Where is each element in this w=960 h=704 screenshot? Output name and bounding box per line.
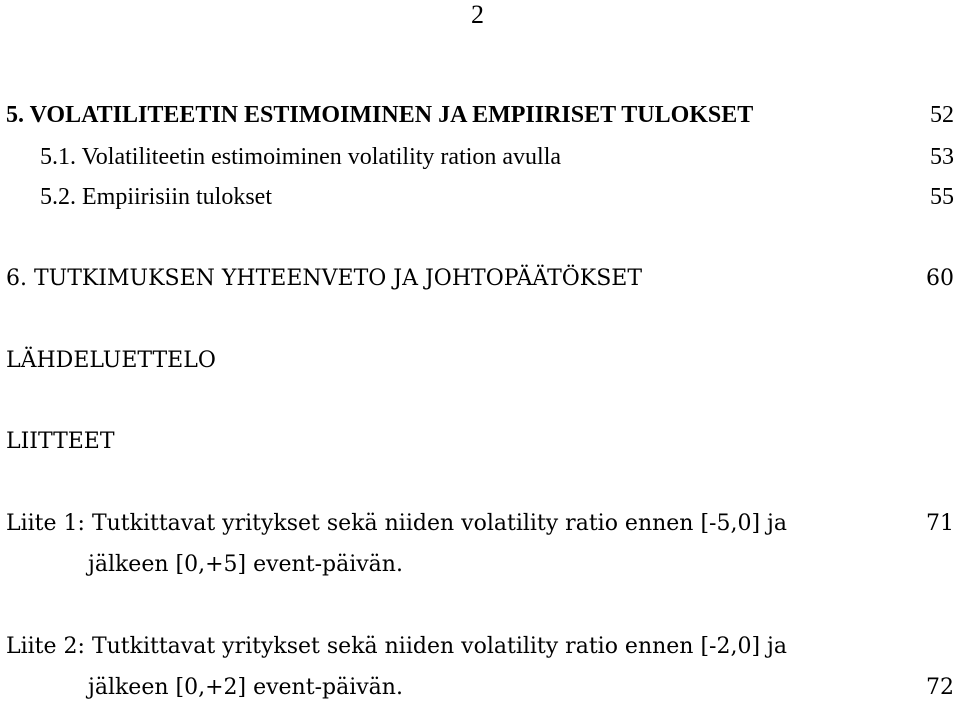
toc-appendix-2-page: 72 bbox=[926, 675, 954, 700]
toc-entry-references bbox=[0, 345, 960, 377]
page-number: 2 bbox=[471, 0, 484, 29]
toc-appendix-1-line-1: Liite 1: Tutkittavat yritykset sekä niiden volatility ratio ennen [-5,0] ja bbox=[6, 511, 787, 536]
toc-appendix-1-line-2: jälkeen [0,+5] event-päivän. bbox=[88, 552, 403, 577]
toc-chapter-5-page: 52 bbox=[930, 102, 954, 128]
toc-appendix-1-page: 71 bbox=[926, 511, 954, 536]
toc-entry-appendix-1 bbox=[0, 508, 960, 540]
toc-entry-appendix-2-continued bbox=[0, 672, 960, 704]
toc-section-5-2-page: 55 bbox=[930, 184, 954, 210]
toc-entry-section-5-2 bbox=[0, 181, 960, 213]
toc-entry-appendix-2 bbox=[0, 631, 960, 663]
toc-chapter-6-title: 6. TUTKIMUKSEN YHTEENVETO JA JOHTOPÄÄTÖKSET bbox=[6, 266, 643, 291]
toc-entry-appendix-1-continued bbox=[0, 549, 960, 581]
toc-appendix-2-line-2: jälkeen [0,+2] event-päivän. bbox=[88, 675, 403, 700]
toc-appendices-title: LIITTEET bbox=[6, 429, 115, 454]
toc-chapter-6-page: 60 bbox=[926, 266, 954, 291]
toc-entry-appendices bbox=[0, 426, 960, 458]
toc-chapter-5-title: 5. VOLATILITEETIN ESTIMOIMINEN JA EMPIIRISET TULOKSET bbox=[6, 102, 754, 128]
toc-appendix-2-line-1: Liite 2: Tutkittavat yritykset sekä niiden volatility ratio ennen [-2,0] ja bbox=[6, 634, 787, 659]
toc-section-5-1-page: 53 bbox=[930, 144, 954, 170]
toc-entry-chapter-5 bbox=[0, 99, 960, 131]
toc-section-5-2-title: 5.2. Empiirisiin tulokset bbox=[40, 184, 272, 210]
toc-references-title: LÄHDELUETTELO bbox=[6, 348, 216, 373]
toc-entry-chapter-6 bbox=[0, 263, 960, 295]
toc-section-5-1-title: 5.1. Volatiliteetin estimoiminen volatility ration avulla bbox=[40, 144, 562, 170]
toc-entry-section-5-1 bbox=[0, 141, 960, 173]
